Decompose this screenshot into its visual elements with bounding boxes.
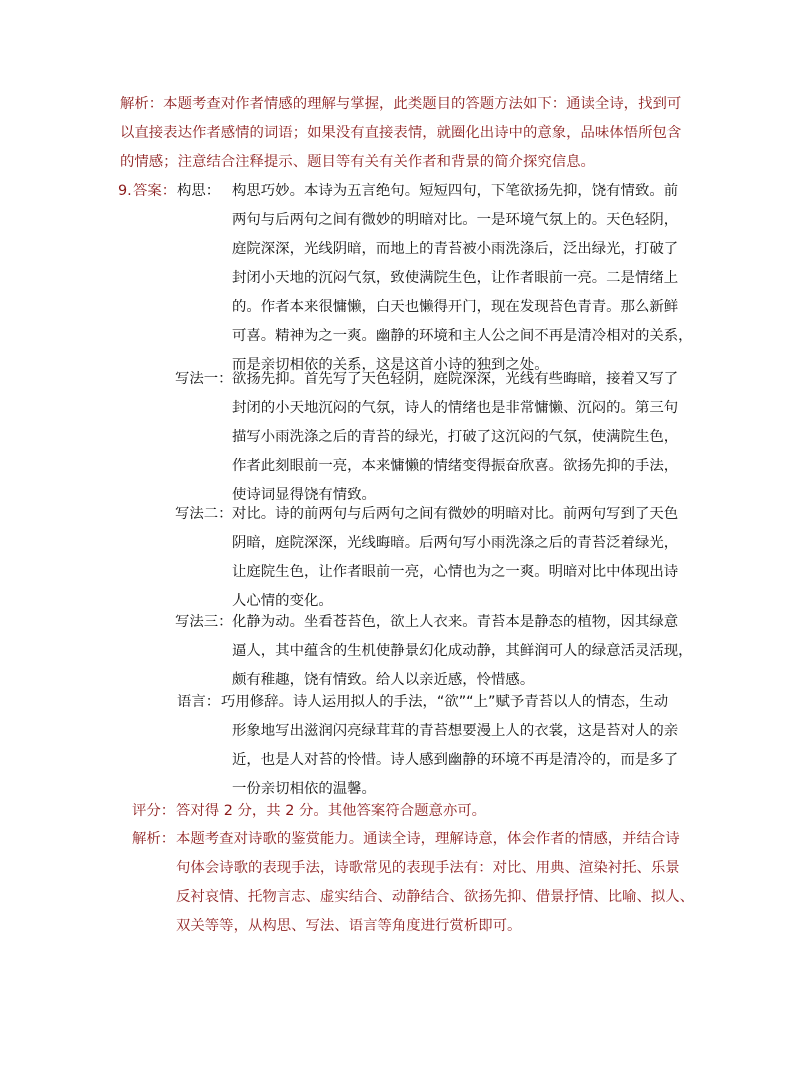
yuyan-line: 形象地写出滋润闪亮绿茸茸的青苔想要漫上人的衣裳，这是苔对人的亲	[232, 723, 679, 739]
goushi-line: 构思巧妙。本诗为五言绝句。短短四句，下笔欲扬先抑，饶有情致。前	[232, 183, 679, 199]
jiexi-line: 句体会诗歌的表现手法，诗歌常见的表现手法有：对比、用典、渲染衬托、乐景	[176, 860, 680, 876]
xiefa3-line: 颇有稚趣，饶有情致。给人以亲近感，怜惜感。	[232, 672, 535, 688]
answer-label: 答案：	[133, 183, 177, 199]
yuyan-body	[221, 688, 678, 804]
xiefa3-line: 逼人，其中蕴含的生机使静景幻化成动静，其鲜润可人的绿意活灵活现，	[232, 643, 693, 659]
xiefa2-body	[232, 500, 678, 616]
pingfen-text: 答对得 2 分，共 2 分。其他答案符合题意亦可。	[176, 803, 487, 819]
question-number: 9.	[118, 183, 132, 199]
xiefa2-label: 写法二：	[175, 506, 233, 522]
jiexi-body	[176, 825, 694, 941]
goushi-line: 庭院深深，光线阴暗，而地上的青苔被小雨洗涤后，泛出绿光，打破了	[232, 241, 679, 257]
jiexi-line: 本题考查对诗歌的鉴赏能力。通读全诗，理解诗意，体会作者的情感，并结合诗	[176, 831, 680, 847]
xiefa2-line: 让庭院生色，让作者眼前一亮，心情也为之一爽。明暗对比中体现出诗	[232, 564, 679, 580]
xiefa2-line: 阴暗，庭院深深，光线晦暗。后两句写小雨洗涤之后的青苔泛着绿光，	[232, 535, 679, 551]
xiefa1-line: 使诗词显得饶有情致。	[232, 487, 376, 503]
xiefa2-line: 人心情的变化。	[232, 593, 333, 609]
goushi-line: 而是亲切相依的关系，这是这首小诗的独到之处。	[232, 357, 549, 373]
pingfen-label: 评分：	[132, 803, 176, 819]
xiefa1-line: 作者此刻眼前一亮，本来慵懒的情绪变得振奋欣喜。欲扬先抑的手法，	[232, 458, 679, 474]
goushi-line: 可喜。精神为之一爽。幽静的环境和主人公之间不再是清冷相对的关系，	[232, 328, 693, 344]
yuyan-line: 近，也是人对苔的怜惜。诗人感到幽静的环境不再是清冷的，而是多了	[232, 752, 679, 768]
xiefa3-line: 化静为动。坐看苍苔色，欲上人衣来。青苔本是静态的植物，因其绿意	[232, 614, 679, 630]
yuyan-line: 巧用修辞。诗人运用拟人的手法，“欲”“上”赋予青苔以人的情态，生动	[221, 694, 669, 710]
xiefa1-line: 欲扬先抑。首先写了天色轻阴，庭院深深，光线有些晦暗，接着又写了	[232, 371, 679, 387]
jiexi-label: 解析：	[132, 831, 176, 847]
jiexi-line: 双关等等，从构思、写法、语言等角度进行赏析即可。	[176, 918, 522, 934]
goushi-label: 构思：	[177, 183, 221, 199]
yuyan-line: 一份亲切相依的温馨。	[232, 781, 376, 797]
xiefa1-line: 封闭的小天地沉闷的气氛，诗人的情绪也是非常慵懒、沉闷的。第三句	[232, 400, 679, 416]
goushi-line: 封闭小天地的沉闷气氛，致使满院生色，让作者眼前一亮。二是情绪上	[232, 270, 679, 286]
intro-line: 以直接表达作者感情的词语；如果没有直接表情，就圈化出诗中的意象，品味体悟所包含	[120, 125, 682, 141]
xiefa3-label: 写法三：	[175, 614, 233, 630]
xiefa1-body	[232, 365, 678, 510]
goushi-line: 两句与后两句之间有微妙的明暗对比。一是环境气氛上的。天色轻阴，	[232, 212, 679, 228]
xiefa1-label: 写法一：	[175, 371, 233, 387]
xiefa2-line: 对比。诗的前两句与后两句之间有微妙的明暗对比。前两句写到了天色	[232, 506, 679, 522]
intro-line: 的情感；注意结合注释提示、题目等有关有关作者和背景的简介探究信息。	[120, 154, 595, 170]
xiefa3-body	[232, 608, 693, 695]
goushi-line: 的。作者本来很慵懒，白天也懒得开门，现在发现苔色青青。那么新鲜	[232, 299, 679, 315]
intro-analysis	[120, 90, 681, 177]
goushi-body	[232, 177, 693, 380]
xiefa1-line: 描写小雨洗涤之后的青苔的绿光，打破了这沉闷的气氛，使满院生色，	[232, 429, 679, 445]
intro-line: 解析：本题考查对作者情感的理解与掌握，此类题目的答题方法如下：通读全诗，找到可	[120, 96, 682, 112]
jiexi-line: 反衬哀情、托物言志、虚实结合、动静结合、欲扬先抑、借景抒情、比喻、拟人、	[176, 889, 695, 905]
yuyan-label: 语言：	[177, 694, 221, 710]
